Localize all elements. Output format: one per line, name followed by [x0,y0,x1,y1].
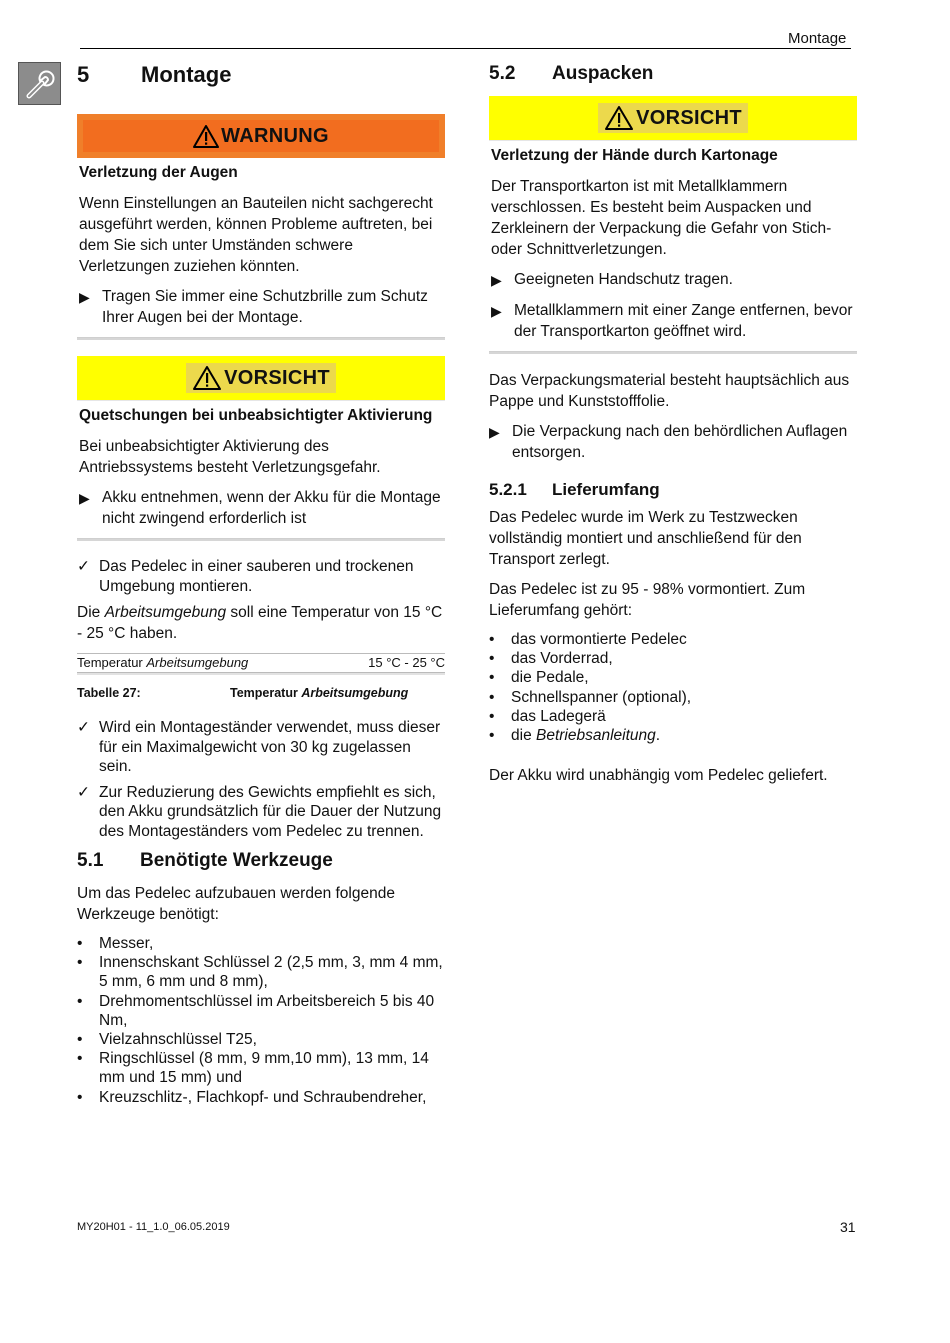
warning-step [79,286,445,328]
caution-box-header [77,356,445,400]
caution-box [489,96,857,352]
warning-text: Wenn Einstellungen an Bauteilen nicht sachgerecht ausgeführt werden, können Probleme auftreten, bei dem Sie sich unter Umständen schwere Verletzungen zuziehen könnten. [79,195,433,275]
caution-box-header [489,96,857,140]
warning-step-text: Tragen Sie immer eine Schutzbrille zum Schutz Ihrer Augen bei der Montage. [102,288,428,326]
list-item: • Kreuzschlitz-, Flachkopf- und Schraubendreher, [77,1088,427,1106]
list-item: • das Vorderrad, [489,650,613,668]
checkmark-icon: ✓ [77,783,90,801]
checkmark-icon: ✓ [77,558,90,575]
list-item: • das vormontierte Pedelec [489,631,687,648]
list-item: • Vielzahnschlüssel T25, [77,1031,257,1049]
warning-triangle-icon [192,365,222,391]
warning-box [77,114,445,338]
section-heading-5-1: 5.1 Benötigte Werkzeuge [77,850,333,871]
caution-box [77,356,445,539]
check-text: Wird ein Montageständer verwendet, muss dieser für ein Maximalgewicht von 30 kg zugelassen sein. [99,719,441,775]
delivery-text-2: Das Pedelec ist zu 95 - 98% vormontiert. Zum Lieferumfang gehört: [489,581,806,619]
chapter-number: 5 [77,62,90,87]
precondition-check [77,557,445,596]
arrow-right-icon: ▶ [79,289,90,305]
list-item: • Drehmomentschlüssel im Arbeitsbereich 5 bis 40 Nm, [77,992,435,1029]
caution-text: Der Transportkarton ist mit Metallklammern verschlossen. Es besteht beim Auspacken und Zerkleinern der Verpackung die Gefahr von Stich- oder Schnittverletzungen. [491,178,832,258]
caution-step: ▶ Geeigneten Handschutz tragen. [491,269,857,291]
list-item: • Messer, [77,935,154,952]
list-item: • Schnellspanner (optional), [489,688,692,706]
checkmark-icon: ✓ [77,719,90,736]
environment-text: Die Arbeitsumgebung soll eine Temperatur von 15 °C - 25 °C haben. [77,604,443,642]
table-cell-value: 15 °C - 25 °C [368,655,445,670]
tools-list [77,934,445,1107]
warning-box-header [77,114,445,158]
page-number: 31 [840,1219,856,1235]
header-rule [80,48,851,49]
caution-step-text: Akku entnehmen, wenn der Akku für die Montage nicht zwingend erforderlich ist [102,489,441,527]
list-item: • das Ladegerä [489,707,606,725]
chapter-title: Montage [141,62,232,87]
table-cell-label: Temperatur Arbeitsumgebung [77,655,249,670]
warning-triangle-icon [193,124,219,148]
warning-label: WARNUNG [221,124,329,147]
table-caption-number: Tabelle 27: [77,686,141,700]
delivery-text-1: Das Pedelec wurde im Werk zu Testzwecken vollständig montiert und anschließend für den Transport zerlegt. [489,509,802,568]
list-item: • die Betriebsanleitung. [489,727,661,745]
arrow-right-icon: ▶ [79,490,90,506]
running-header: Montage [788,30,847,47]
delivery-list [489,630,857,745]
caution-text: Bei unbeabsichtigter Aktivierung des Antriebssystems besteht Verletzungsgefahr. [79,438,381,476]
wrench-icon [18,62,61,105]
arrow-right-icon: ▶ [489,424,500,440]
tools-intro: Um das Pedelec aufzubauen werden folgende Werkzeuge benötigt: [77,885,395,923]
list-item: • Innenschskant Schlüssel 2 (2,5 mm, 3, mm 4 mm, 5 mm, 6 mm und 8 mm), [77,954,443,991]
temperature-table-row [77,653,445,673]
packaging-step: ▶ Die Verpackung nach den behördlichen Auflagen entsorgen. [489,423,848,461]
caution-title: Verletzung der Hände durch Kartonage [489,140,857,172]
precondition-check [77,718,445,777]
warning-triangle-icon [604,105,634,131]
caution-label: VORSICHT [636,106,742,129]
caution-label: VORSICHT [224,366,330,389]
table-caption-text: Temperatur Arbeitsumgebung [230,686,409,700]
packaging-text: Das Verpackungsmaterial besteht hauptsächlich aus Pappe und Kunststofffolie. [489,372,850,410]
document-id: MY20H01 - 11_1.0_06.05.2019 [77,1221,230,1233]
list-item: • die Pedale, [489,669,589,687]
section-heading-5-2-1: 5.2.1 Lieferumfang [489,480,660,499]
list-item: • Ringschlüssel (8 mm, 9 mm,10 mm), 13 mm, 14 mm und 15 mm) und [77,1050,429,1087]
arrow-right-icon: ▶ [491,272,502,288]
arrow-right-icon: ▶ [491,303,502,319]
battery-note: Der Akku wird unabhängig vom Pedelec geliefert. [489,767,828,785]
right-column [489,62,857,795]
caution-step [79,487,445,529]
precondition-check [77,783,445,842]
section-heading-5-2: 5.2 Auspacken [489,63,654,84]
check-text: Zur Reduzierung des Gewichts empfiehlt es sich, den Akku grundsätzlich für die Dauer der Nutzung des Montageständers vom Pedelec zu trennen. [99,783,442,840]
caution-title: Quetschungen bei unbeabsichtigter Aktivierung [77,400,445,432]
table-caption [77,683,445,704]
check-text: Das Pedelec in einer sauberen und trockenen Umgebung montieren. [99,558,414,595]
left-column [77,114,445,1117]
caution-step: ▶ Metallklammern mit einer Zange entfernen, bevor der Transportkarton geöffnet wird. [491,302,853,340]
warning-title: Verletzung der Augen [79,164,238,181]
